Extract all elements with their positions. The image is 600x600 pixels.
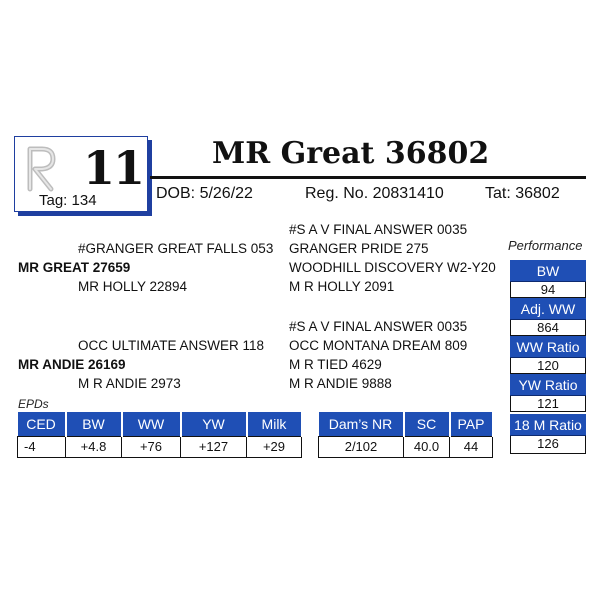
lot-box: [14, 136, 148, 212]
tattoo-text: Tat: 36802: [485, 185, 560, 202]
epd-value-bw: +4.8: [66, 436, 122, 457]
epd-value-milk: +29: [247, 436, 302, 457]
perf-yw-ratio-header: YW Ratio: [510, 374, 586, 396]
perf-ww-ratio-value: 120: [510, 358, 586, 374]
pedigree-ddd: M R ANDIE 9888: [289, 376, 392, 391]
dob-text: DOB: 5/26/22: [156, 185, 253, 202]
pedigree-sds: WOODHILL DISCOVERY W2-Y20: [289, 260, 496, 275]
dam-header-sc: SC: [404, 412, 450, 436]
perf-18m-ratio-header: 18 M Ratio: [510, 414, 586, 436]
epd-header-yw: YW: [181, 412, 247, 436]
pedigree-dam: MR ANDIE 26169: [18, 357, 126, 372]
title-divider: [150, 176, 586, 179]
animal-name-title: MR Great 36802: [212, 136, 490, 171]
epd-header-milk: Milk: [247, 412, 302, 436]
pedigree-sire-sire: #GRANGER GREAT FALLS 053: [78, 241, 274, 256]
pedigree-sire: MR GREAT 27659: [18, 260, 131, 275]
perf-bw-value: 94: [510, 282, 586, 298]
performance-title: Performance: [508, 238, 583, 253]
dam-stats-header-row: [319, 412, 493, 436]
epd-header-ww: WW: [122, 412, 181, 436]
epd-value-row: [18, 436, 302, 457]
epd-header-row: [18, 412, 302, 436]
pedigree-dam-dam: M R ANDIE 2973: [78, 376, 181, 391]
pedigree-sss: #S A V FINAL ANSWER 0035: [289, 222, 468, 237]
perf-18m-ratio-value: 126: [510, 436, 586, 454]
perf-bw-header: BW: [510, 260, 586, 282]
pedigree-ssd: GRANGER PRIDE 275: [289, 241, 429, 256]
perf-yw-ratio-value: 121: [510, 396, 586, 412]
r-brand-logo-icon: [25, 143, 59, 193]
epd-header-bw: BW: [66, 412, 122, 436]
pedigree-sire-dam: MR HOLLY 22894: [78, 279, 188, 294]
dam-value-pap: 44: [450, 436, 493, 457]
epd-header-ced: CED: [18, 412, 66, 436]
perf-adj-ww-value: 864: [510, 320, 586, 336]
dam-value-sc: 40.0: [404, 436, 450, 457]
perf-ww-ratio-header: WW Ratio: [510, 336, 586, 358]
tag-label: Tag: 134: [39, 192, 97, 209]
dam-value-nr: 2/102: [319, 436, 404, 457]
epd-value-yw: +127: [181, 436, 247, 457]
dam-stats-value-row: [319, 436, 493, 457]
pedigree-dds: M R TIED 4629: [289, 357, 382, 372]
pedigree-dsd: OCC MONTANA DREAM 809: [289, 338, 468, 353]
epds-title: EPDs: [18, 397, 49, 411]
epd-value-ww: +76: [122, 436, 181, 457]
pedigree-dam-sire: OCC ULTIMATE ANSWER 118: [78, 338, 265, 353]
perf-adj-ww-header: Adj. WW: [510, 298, 586, 320]
dam-header-pap: PAP: [450, 412, 493, 436]
dam-stats-table: [318, 412, 494, 458]
epd-value-ced: -4: [18, 436, 66, 457]
pedigree-sdd: M R HOLLY 2091: [289, 279, 395, 294]
lot-number: 11: [83, 141, 144, 195]
dam-header-nr: Dam’s NR: [319, 412, 404, 436]
epd-table: [17, 412, 303, 458]
pedigree-dss: #S A V FINAL ANSWER 0035: [289, 319, 468, 334]
reg-number-text: Reg. No. 20831410: [305, 185, 444, 202]
